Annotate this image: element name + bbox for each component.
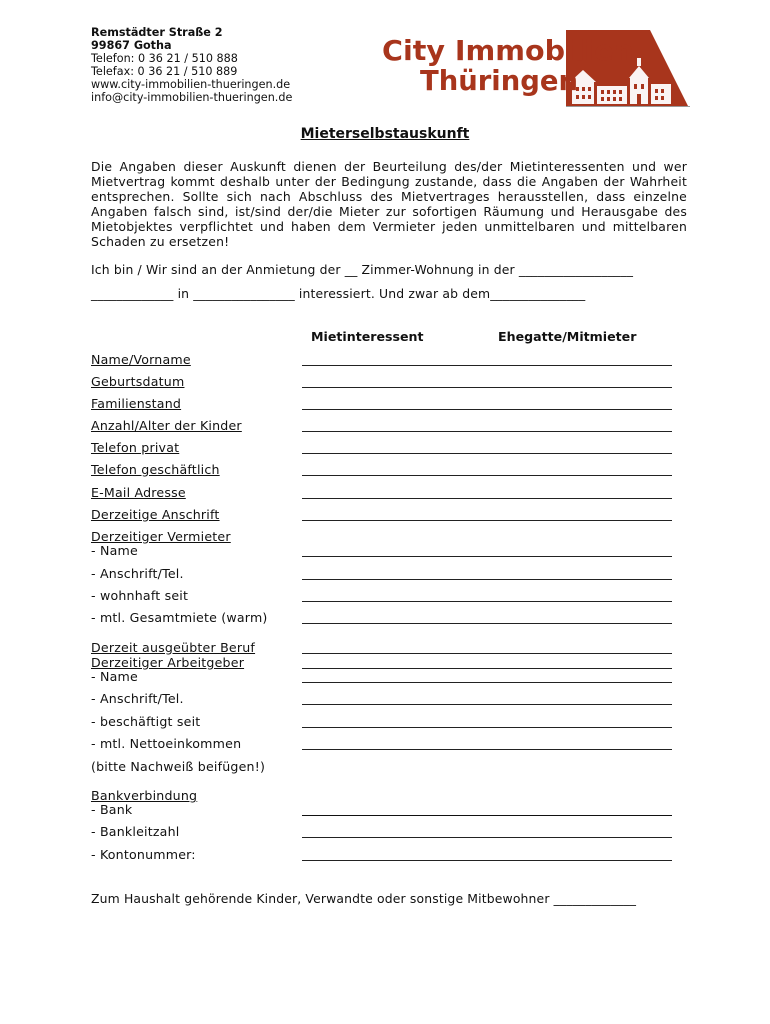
field-name[interactable]	[302, 364, 672, 366]
logo-line2: Thüringen	[420, 64, 578, 97]
label-employer-address: - Anschrift/Tel.	[91, 691, 184, 706]
field-bank-code[interactable]	[302, 836, 672, 838]
label-children: Anzahl/Alter der Kinder	[91, 418, 242, 433]
label-rent: - mtl. Gesamtmiete (warm)	[91, 610, 268, 625]
column-applicant: Mietinteressent	[311, 329, 424, 344]
field-employer[interactable]	[302, 667, 672, 669]
label-bank-name: - Bank	[91, 802, 133, 817]
label-bank: Bankverbindung	[91, 788, 198, 803]
label-phone-private: Telefon privat	[91, 440, 180, 455]
field-bank-name[interactable]	[302, 815, 672, 816]
logo-underline	[566, 106, 690, 107]
label-bank-code: - Bankleitzahl	[91, 824, 180, 839]
field-employer-name[interactable]	[302, 681, 672, 683]
label-living-since: - wohnhaft seit	[91, 588, 189, 603]
city: 99867 Gotha	[91, 39, 172, 52]
label-landlord-address: - Anschrift/Tel.	[91, 566, 184, 581]
field-address[interactable]	[302, 519, 672, 521]
field-marital[interactable]	[302, 408, 672, 410]
label-marital: Familienstand	[91, 396, 182, 411]
fax: Telefax: 0 36 21 / 510 889	[91, 65, 238, 78]
rental-line-2[interactable]: _____________ in ________________ interessiert. Und zwar ab dem_______________	[91, 286, 586, 301]
field-email[interactable]	[302, 497, 672, 499]
field-account[interactable]	[302, 859, 672, 861]
label-phone-business: Telefon geschäftlich	[91, 462, 220, 477]
label-account: - Kontonummer:	[91, 847, 196, 862]
field-landlord-name[interactable]	[302, 555, 672, 557]
label-job: Derzeit ausgeübter Beruf	[91, 640, 256, 655]
intro-paragraph: Die Angaben dieser Auskunft dienen der Beurteilung des/der Mietinteressenten und wer Mietvertrag kommt deshalb unter der Bedingung zustande, dass die Angaben der Wahrheit entsprechen. Sollte sich nach Abschluss des Mietvertrages herausstellen, dass einzelne Angaben falsch sind, ist/sind der/die Mieter zur sofortigen Räumung und Herausgabe des Mietobjektes verpflichtet und haben dem Vermieter jeden unmittelbaren und mittelbaren Schaden zu ersetzen!	[91, 159, 687, 249]
logo-line1: City Immobilien	[382, 34, 634, 67]
field-phone-business[interactable]	[302, 474, 672, 476]
label-employer: Derzeitiger Arbeitgeber	[91, 655, 245, 670]
label-address: Derzeitige Anschrift	[91, 507, 220, 522]
label-name: Name/Vorname	[91, 352, 191, 367]
rental-line-1[interactable]: Ich bin / Wir sind an der Anmietung der __ Zimmer-Wohnung in der __________________	[91, 262, 634, 277]
label-birth: Geburtsdatum	[91, 374, 185, 389]
field-employer-address[interactable]	[302, 703, 672, 705]
field-phone-private[interactable]	[302, 452, 672, 454]
field-birth[interactable]	[302, 386, 672, 388]
company-address	[91, 26, 292, 104]
column-spouse: Ehegatte/Mitmieter	[498, 329, 637, 344]
website: www.city-immobilien-thueringen.de	[91, 78, 291, 91]
label-employed-since: - beschäftigt seit	[91, 714, 201, 729]
field-living-since[interactable]	[302, 600, 672, 602]
form-title: Mieterselbstauskunft	[300, 126, 470, 142]
label-landlord: Derzeitiger Vermieter	[91, 529, 231, 544]
street: Remstädter Straße 2	[91, 26, 223, 39]
label-proof-note: (bitte Nachweiß beifügen!)	[91, 759, 266, 774]
label-net-income: - mtl. Nettoeinkommen	[91, 736, 242, 751]
label-landlord-name: - Name	[91, 543, 138, 558]
field-employed-since[interactable]	[302, 726, 672, 728]
company-logo	[380, 30, 690, 108]
field-job[interactable]	[302, 652, 672, 654]
field-rent[interactable]	[302, 622, 672, 624]
field-net-income[interactable]	[302, 748, 672, 750]
label-email: E-Mail Adresse	[91, 485, 186, 500]
household-line[interactable]: Zum Haushalt gehörende Kinder, Verwandte oder sonstige Mitbewohner _____________	[91, 891, 637, 906]
field-children[interactable]	[302, 430, 672, 432]
label-employer-name: - Name	[91, 669, 138, 684]
email: info@city-immobilien-thueringen.de	[91, 91, 293, 104]
field-landlord-address[interactable]	[302, 578, 672, 580]
phone: Telefon: 0 36 21 / 510 888	[91, 52, 238, 65]
